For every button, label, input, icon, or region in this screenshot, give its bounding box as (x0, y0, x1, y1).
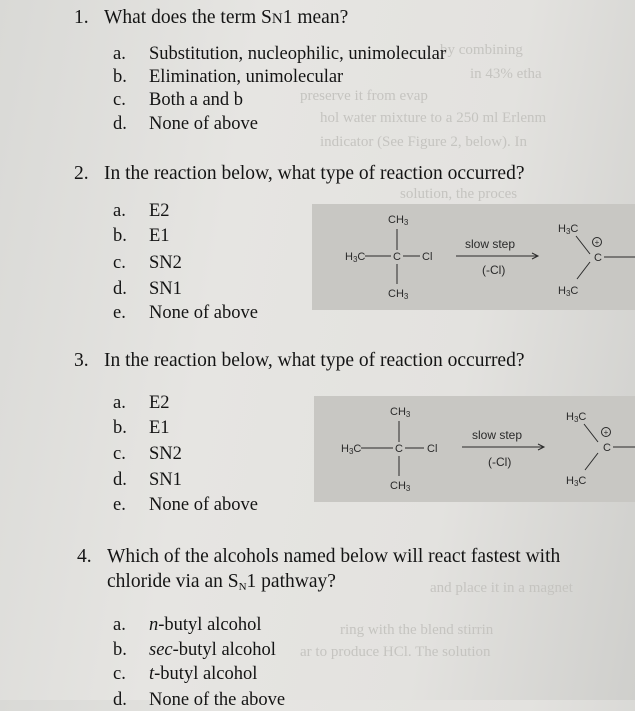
reactant-ch3-bottom: CH3 (388, 288, 409, 301)
question-1-option-c[interactable] (113, 89, 243, 111)
option-letter: d. (113, 690, 127, 710)
option-prefix: sec (149, 640, 173, 660)
bleed-through-text: hol water mixture to a 250 ml Erlenm (320, 110, 547, 126)
question-1-title (74, 6, 348, 31)
charge-sign: + (603, 428, 609, 437)
arrow-label-top: slow step (465, 237, 516, 251)
question-4-option-d[interactable] (113, 689, 285, 711)
option-text: E1 (149, 226, 170, 246)
option-letter: d. (113, 470, 127, 490)
question-1-option-b[interactable] (113, 66, 343, 88)
bleed-through-text: in 43% etha (470, 66, 542, 82)
option-letter: c. (113, 253, 126, 273)
reactant-cl: Cl (422, 251, 433, 263)
question-4-line-2-after: 1 pathway? (246, 571, 336, 592)
question-3-text: In the reaction below, what type of reaction occurred? (104, 350, 525, 371)
question-2-number: 2. (74, 163, 89, 184)
question-2-option-a[interactable] (113, 200, 170, 222)
question-4-option-b[interactable] (113, 639, 276, 661)
bleed-through-text: and place it in a magnet (430, 580, 573, 596)
option-text: Both a and b (149, 90, 244, 110)
question-3-title (74, 349, 525, 373)
bleed-through-text: by combining (440, 42, 523, 58)
option-text: -butyl alcohol (172, 640, 276, 660)
option-text: None of the above (149, 690, 286, 710)
option-text: -butyl alcohol (154, 664, 258, 684)
product-h3c-top: H3C (566, 411, 587, 424)
question-1-text-sc: N (271, 11, 283, 27)
option-letter: b. (113, 67, 127, 87)
bleed-through-text: indicator (See Figure 2, below). In (320, 134, 528, 150)
reactant-c-center: C (393, 251, 401, 263)
option-letter: a. (113, 615, 126, 635)
question-1-text-after: 1 mean? (282, 7, 349, 28)
question-3-number: 3. (74, 350, 89, 371)
option-text: E2 (149, 393, 170, 413)
question-2-option-d[interactable] (113, 278, 182, 300)
reactant-cl: Cl (427, 443, 438, 455)
question-2-option-b[interactable] (113, 225, 170, 247)
option-letter: a. (113, 44, 126, 64)
option-text: Substitution, nucleophilic, unimolecular (149, 44, 446, 64)
question-1-number: 1. (74, 7, 89, 28)
option-text: None of above (149, 303, 258, 323)
question-2-option-c[interactable] (113, 252, 182, 274)
question-3-option-e[interactable] (113, 494, 258, 516)
option-letter: e. (113, 303, 126, 323)
option-letter: a. (113, 393, 126, 413)
question-4-line-2-sub: N (238, 581, 247, 593)
arrow-label-bottom: (-Cl) (488, 455, 512, 469)
option-letter: c. (113, 444, 126, 464)
reactant-h3c-left: H3C (341, 443, 362, 456)
bleed-through-text: preserve it from evap (300, 88, 428, 104)
question-2-title (74, 162, 525, 186)
option-text: SN2 (149, 253, 182, 273)
option-text: E2 (149, 201, 170, 221)
bond-line (577, 262, 590, 279)
question-3-option-d[interactable] (113, 469, 182, 491)
option-letter: c. (113, 90, 126, 110)
option-letter: d. (113, 279, 127, 299)
option-letter: b. (113, 226, 127, 246)
option-letter: b. (113, 418, 127, 438)
product-h3c-top: H3C (558, 223, 579, 236)
option-letter: e. (113, 495, 126, 515)
option-text: None of above (149, 114, 258, 134)
question-4-number: 4. (77, 546, 92, 567)
question-3-option-c[interactable] (113, 443, 182, 465)
option-text: E1 (149, 418, 170, 438)
option-letter: d. (113, 114, 127, 134)
question-1-option-a[interactable] (113, 43, 446, 65)
reactant-ch3-bottom: CH3 (390, 480, 411, 493)
question-4-option-c[interactable] (113, 663, 257, 685)
bleed-through-text: solution, the proces (400, 186, 518, 202)
charge-sign: + (594, 238, 600, 247)
bond-line (576, 236, 590, 254)
question-4-option-a[interactable] (113, 614, 262, 636)
reactant-ch3-top: CH3 (388, 214, 409, 227)
question-4-line-1: Which of the alcohols named below will react fastest with (107, 546, 561, 567)
question-4-line-2-before: chloride via an S (107, 571, 239, 592)
product-c: C (603, 442, 611, 454)
arrow-label-bottom: (-Cl) (482, 263, 506, 277)
bleed-through-text: ring with the blend stirrin (340, 622, 494, 638)
option-prefix: t (149, 664, 155, 684)
question-3-option-a[interactable] (113, 392, 170, 414)
option-text: -butyl alcohol (158, 615, 262, 635)
reactant-c-center: C (395, 443, 403, 455)
bond-line (585, 453, 598, 470)
question-4-title-line-1 (77, 545, 560, 569)
question-1-text-before: What does the term S (104, 7, 272, 28)
option-letter: c. (113, 664, 126, 684)
question-3-reaction-diagram (314, 396, 635, 502)
product-h3c-bottom: H3C (558, 285, 579, 298)
question-2-text: In the reaction below, what type of reaction occurred? (104, 163, 525, 184)
option-prefix: n (149, 615, 159, 635)
bond-line (584, 424, 598, 442)
option-text: None of above (149, 495, 258, 515)
arrow-label-top: slow step (472, 428, 523, 442)
option-text: Elimination, unimolecular (149, 67, 344, 87)
question-1-option-d[interactable] (113, 113, 258, 135)
question-4-title-line-2 (107, 570, 336, 599)
reactant-ch3-top: CH3 (390, 406, 411, 419)
option-text: SN1 (149, 470, 182, 490)
option-letter: b. (113, 640, 127, 660)
option-text: SN2 (149, 444, 182, 464)
question-3-option-b[interactable] (113, 417, 170, 439)
product-h3c-bottom: H3C (566, 475, 587, 488)
question-2-option-e[interactable] (113, 302, 258, 324)
reactant-h3c-left: H3C (345, 251, 366, 264)
bleed-through-text: ar to produce HCl. The solution (300, 644, 491, 660)
question-2-reaction-diagram (312, 204, 635, 310)
option-text: SN1 (149, 279, 182, 299)
option-letter: a. (113, 201, 126, 221)
product-c: C (594, 252, 602, 264)
